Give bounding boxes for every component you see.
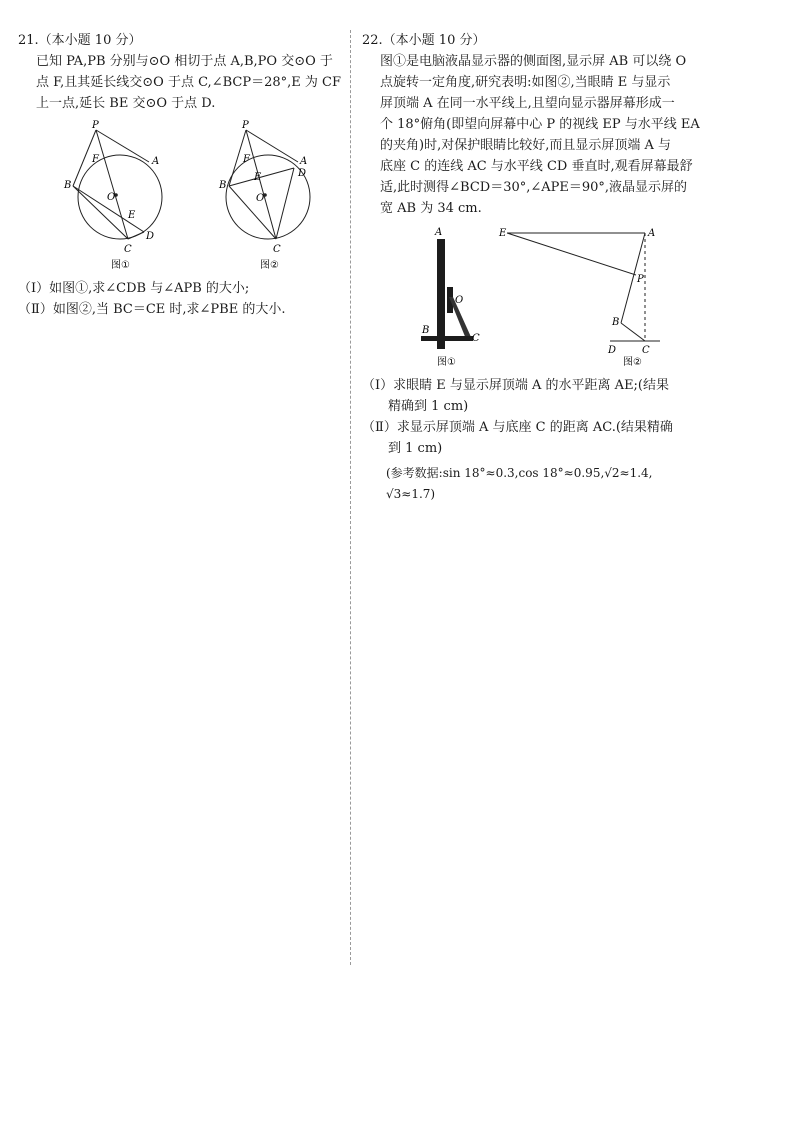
q21-stem-line: 已知 PA,PB 分别与⊙O 相切于点 A,B,PO 交⊙O 于 <box>36 54 333 69</box>
label-o: O <box>256 193 265 204</box>
chord-cd <box>128 232 144 239</box>
q21-fig1-caption: 图① <box>111 260 130 271</box>
q22-stem-line: 底座 C 的连线 AC 与水平线 CD 垂直时,观看屏幕最舒 <box>380 159 693 174</box>
q21-stem <box>18 51 343 114</box>
q22-stem-line: 适,此时测得∠BCD＝30°,∠APE＝90°,液晶显示屏的 <box>380 180 688 195</box>
q21-part-1: （Ⅰ）如图①,求∠CDB 与∠APB 的大小; <box>18 281 250 296</box>
label-b: B <box>612 317 620 328</box>
reference-line: √3≈1.7) <box>386 487 436 501</box>
q21-figure-1 <box>58 120 178 278</box>
q21-header: 21.（本小题 10 分） <box>18 33 142 48</box>
q22-stem-line: 屏顶端 A 在同一水平线上,且望向显示器屏幕形成一 <box>380 96 675 111</box>
q21-fig2-caption: 图② <box>260 260 279 271</box>
column-divider <box>350 30 351 965</box>
q22-stem <box>362 51 707 219</box>
question-21 <box>18 30 343 320</box>
label-e: E <box>499 228 507 239</box>
q21-figures <box>18 120 343 278</box>
q22-stem-line: 宽 AB 为 34 cm. <box>380 201 482 216</box>
label-o: O <box>107 192 116 203</box>
q21-stem-line: 点 F,且其延长线交⊙O 于点 C,∠BCP＝28°,E 为 CF <box>36 75 341 90</box>
label-c: C <box>472 333 480 344</box>
label-b: B <box>422 325 430 336</box>
q21-part-2: （Ⅱ）如图②,当 BC＝CE 时,求∠PBE 的大小. <box>18 302 286 317</box>
line-bc <box>621 323 645 341</box>
q22-part-2-line: 到 1 cm) <box>388 441 443 456</box>
label-c: C <box>642 345 650 356</box>
label-a: A <box>435 227 443 238</box>
label-a: A <box>648 228 656 239</box>
q22-figure-2 <box>497 225 697 375</box>
label-b: B <box>219 180 227 191</box>
chord-bd <box>229 168 294 186</box>
q21-stem-line: 上一点,延长 BE 交⊙O 于点 D. <box>36 96 216 111</box>
label-f: F <box>92 154 99 165</box>
q22-figure-1 <box>407 225 497 375</box>
monitor-screen <box>437 239 445 349</box>
q22-stem-line: 个 18°俯角(即望向屏幕中心 P 的视线 EP 与水平线 EA <box>380 117 700 132</box>
q22-part-1 <box>362 375 707 417</box>
q22-fig1-caption: 图① <box>437 357 456 368</box>
q22-figures <box>362 225 707 375</box>
label-d: D <box>298 168 307 179</box>
q22-stem-line: 图①是电脑液晶显示器的侧面图,显示屏 AB 可以绕 O <box>380 54 687 69</box>
label-a: A <box>152 156 160 167</box>
monitor-base <box>421 336 473 341</box>
chord-cd <box>276 168 294 239</box>
question-22 <box>362 30 707 505</box>
q22-stem-line: 的夹角)时,对保护眼睛比较好,而且显示屏顶端 A 与 <box>380 138 671 153</box>
label-e: E <box>254 172 262 183</box>
q22-part-1-line: 精确到 1 cm) <box>388 399 469 414</box>
q21-figure-2 <box>216 120 336 278</box>
label-c: C <box>273 244 281 255</box>
label-o: O <box>455 295 464 306</box>
q22-header: 22.（本小题 10 分） <box>362 33 486 48</box>
q22-fig2-caption: 图② <box>623 357 642 368</box>
label-b: B <box>64 180 72 191</box>
q22-reference-data <box>362 463 707 505</box>
line-ep <box>507 233 636 275</box>
label-p: P <box>637 274 644 285</box>
label-d: D <box>608 345 617 356</box>
label-p: P <box>92 120 99 131</box>
q22-stem-line: 点旋转一定角度,研究表明:如图②,当眼睛 E 与显示 <box>380 75 671 90</box>
q22-part-2 <box>362 417 707 459</box>
q22-part-2-line: （Ⅱ）求显示屏顶端 A 与底座 C 的距离 AC.(结果精确 <box>362 420 673 435</box>
label-p: P <box>242 120 249 131</box>
label-d: D <box>146 231 155 242</box>
label-e: E <box>128 210 136 221</box>
label-c: C <box>124 244 132 255</box>
q22-part-1-line: （Ⅰ）求眼睛 E 与显示屏顶端 A 的水平距离 AE;(结果 <box>362 378 670 393</box>
label-a: A <box>300 156 308 167</box>
reference-line: (参考数据:sin 18°≈0.3,cos 18°≈0.95,√2≈1.4, <box>386 466 653 480</box>
label-f: F <box>243 154 250 165</box>
